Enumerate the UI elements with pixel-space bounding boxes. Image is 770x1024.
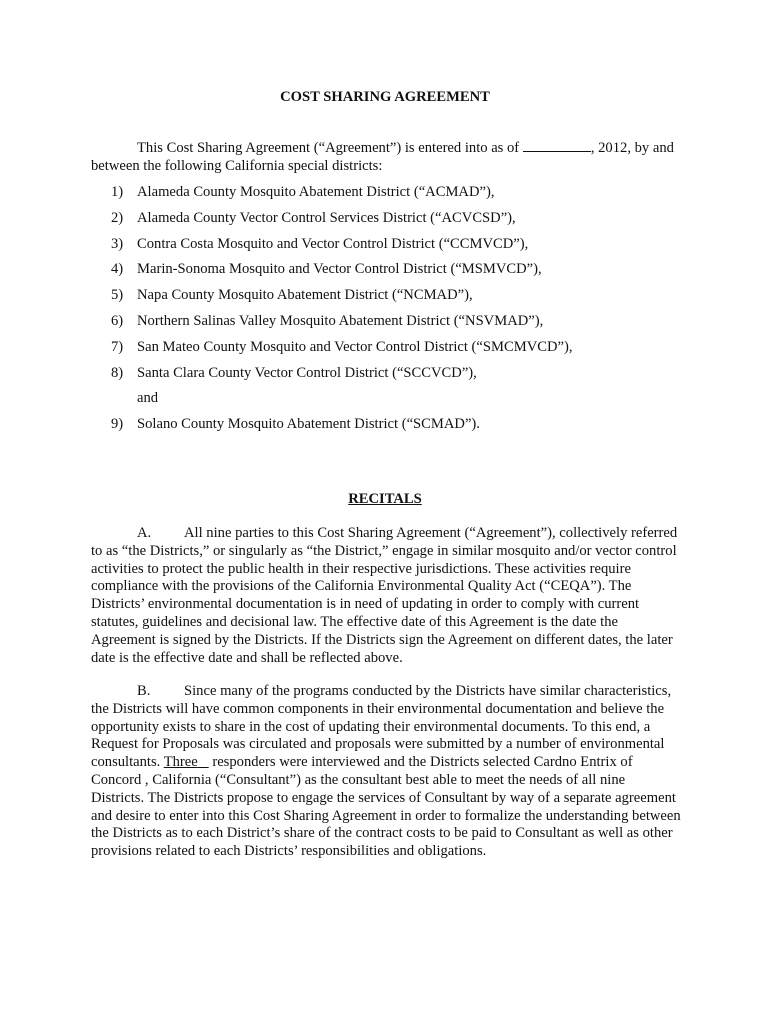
list-item-number: 1) <box>111 184 124 200</box>
list-item-number: 3) <box>111 235 124 252</box>
recitals-heading: RECITALS <box>348 491 422 507</box>
list-item <box>111 286 671 312</box>
list-item-number: 7) <box>111 338 124 355</box>
recital-a-label: A. <box>137 525 152 541</box>
list-item-number: 4) <box>111 261 124 278</box>
list-item-number <box>111 389 137 415</box>
date-blank-line <box>523 139 591 152</box>
list-item <box>111 364 671 390</box>
list-item-text: Alameda County Mosquito Abatement District (“ACMAD”), <box>137 184 495 200</box>
intro-text-start: This Cost Sharing Agreement (“Agreement”) is entered into as of <box>137 140 523 156</box>
recital-a-paragraph <box>91 525 681 667</box>
recital-b-paragraph <box>91 683 681 861</box>
list-item-text: Solano County Mosquito Abatement District (“SCMAD”). <box>137 416 480 433</box>
list-item-number: 8) <box>111 364 124 381</box>
responder-count-underline <box>198 754 209 770</box>
list-item-text: Santa Clara County Vector Control District (“SCCVCD”), <box>137 364 477 381</box>
list-item-text: Northern Salinas Valley Mosquito Abatement District (“NSVMAD”), <box>137 312 544 329</box>
list-item-number: 9) <box>111 416 124 433</box>
district-list <box>111 183 671 441</box>
recital-b-text-start: Since many of the programs conducted by the Districts have similar characteristics, the Districts will have common components in their environmental documentation and believe the opportunity exists to share in the cost of updating their environmental documents. To this end, a Request for Proposals was circulated and proposals were submitted by a number of environmental consultants. <box>91 683 672 771</box>
list-item-number: 6) <box>111 312 124 329</box>
list-item-text: Marin-Sonoma Mosquito and Vector Control District (“MSMVCD”), <box>137 261 542 278</box>
list-item <box>111 260 671 286</box>
list-item-text: Alameda County Vector Control Services District (“ACVCSD”), <box>137 209 516 226</box>
list-item <box>111 415 671 441</box>
list-item-number: 2) <box>111 209 124 226</box>
list-item <box>111 338 671 364</box>
list-item-text: Napa County Mosquito Abatement District (“NCMAD”), <box>137 287 473 304</box>
list-item <box>111 183 671 209</box>
document-title: COST SHARING AGREEMENT <box>280 89 490 105</box>
recital-b-text-end: responders were interviewed and the Districts selected Cardno Entrix of Concord , California (“Consultant”) as the consultant best able to meet the needs of all nine Districts. The Districts propose to engage the services of Consultant by way of a separate agreement and desire to enter into this Cost Sharing Agreement in order to formalize the understanding between the Districts as to each District’s share of the contract costs to be paid to Consultant as well as other provisions related to each Districts’ responsibilities and obligations. <box>91 754 681 860</box>
recital-a-text: All nine parties to this Cost Sharing Agreement (“Agreement”), collectively referred to as “the Districts,” or singularly as “the District,” engage in similar mosquito and/or vector control activities to protect the public health in their respective jurisdictions. These activities require compliance with the provisions of the California Environmental Quality Act (“CEQA”). The Districts’ environmental documentation is in need of updating in order to comply with current statutes, guidelines and decisional law. The effective date of this Agreement is the date the Agreement is signed by the Districts. If the Districts sign the Agreement on different dates, the later date is the effective date and shall be reflected above. <box>91 525 678 666</box>
list-item-number: 5) <box>111 287 124 304</box>
list-item-text: Contra Costa Mosquito and Vector Control District (“CCMVCD”), <box>137 235 529 252</box>
list-item-conjunction <box>111 389 671 415</box>
list-item <box>111 235 671 261</box>
list-item <box>111 312 671 338</box>
intro-text-end: , 2012, by and between the following California special districts: <box>91 140 674 174</box>
list-item-text: San Mateo County Mosquito and Vector Control District (“SMCMVCD”), <box>137 338 573 355</box>
list-item <box>111 209 671 235</box>
list-item-text: and <box>137 390 159 407</box>
intro-paragraph <box>91 139 681 175</box>
responder-count-value: Three <box>163 754 198 771</box>
recital-b-label: B. <box>137 683 151 699</box>
